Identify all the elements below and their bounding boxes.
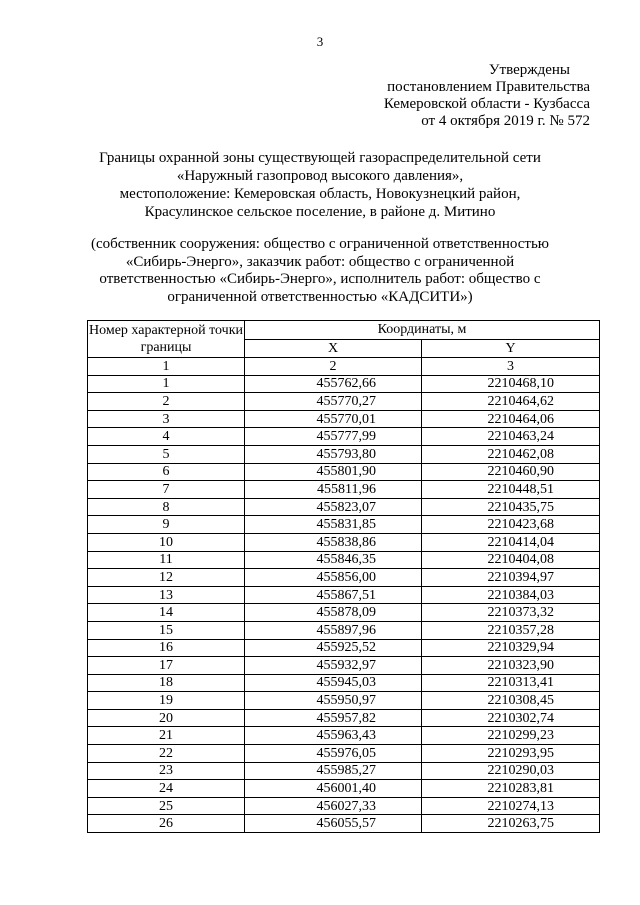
header-y: Y: [422, 339, 600, 358]
y-coordinate-cell: 2210323,90: [422, 657, 600, 675]
x-coordinate-cell: 455932,97: [245, 657, 422, 675]
column-number: 3: [422, 358, 600, 376]
point-number-cell: 8: [88, 498, 245, 516]
table-row: [88, 780, 600, 798]
table-row: [88, 709, 600, 727]
approval-line: постановлением Правительства: [387, 79, 590, 95]
table-row: [88, 428, 600, 446]
table-row: [88, 393, 600, 411]
y-coordinate-cell: 2210468,10: [422, 375, 600, 393]
x-coordinate-cell: 455867,51: [245, 586, 422, 604]
table-row: [88, 657, 600, 675]
y-coordinate-cell: 2210448,51: [422, 481, 600, 499]
y-coordinate-cell: 2210293,95: [422, 745, 600, 763]
y-coordinate-cell: 2210464,62: [422, 393, 600, 411]
point-number-cell: 23: [88, 762, 245, 780]
table-row: [88, 445, 600, 463]
point-number-cell: 25: [88, 797, 245, 815]
point-number-cell: 16: [88, 639, 245, 657]
point-number-cell: 3: [88, 410, 245, 428]
point-number-cell: 4: [88, 428, 245, 446]
subtitle-line: «Сибирь-Энерго», заказчик работ: общество с ограниченной: [125, 253, 515, 270]
y-coordinate-cell: 2210308,45: [422, 692, 600, 710]
x-coordinate-cell: 455985,27: [245, 762, 422, 780]
column-number: 1: [88, 358, 245, 376]
y-coordinate-cell: 2210373,32: [422, 604, 600, 622]
x-coordinate-cell: 456027,33: [245, 797, 422, 815]
point-number-cell: 14: [88, 604, 245, 622]
x-coordinate-cell: 455925,52: [245, 639, 422, 657]
header-point-number: Номер характерной точки границы: [88, 321, 245, 358]
point-number-cell: 1: [88, 375, 245, 393]
table-row: [88, 604, 600, 622]
y-coordinate-cell: 2210462,08: [422, 445, 600, 463]
y-coordinate-cell: 2210263,75: [422, 815, 600, 833]
x-coordinate-cell: 455762,66: [245, 375, 422, 393]
table-row: [88, 533, 600, 551]
x-coordinate-cell: 455846,35: [245, 551, 422, 569]
approval-line: Утверждены: [488, 62, 570, 78]
y-coordinate-cell: 2210423,68: [422, 516, 600, 534]
point-number-cell: 22: [88, 745, 245, 763]
y-coordinate-cell: 2210414,04: [422, 533, 600, 551]
x-coordinate-cell: 455945,03: [245, 674, 422, 692]
table-row: [88, 797, 600, 815]
x-coordinate-cell: 455831,85: [245, 516, 422, 534]
table-row: [88, 745, 600, 763]
point-number-cell: 12: [88, 569, 245, 587]
title-line: «Наружный газопровод высокого давления»,: [176, 168, 464, 184]
point-number-cell: 20: [88, 709, 245, 727]
point-number-cell: 11: [88, 551, 245, 569]
y-coordinate-cell: 2210435,75: [422, 498, 600, 516]
y-coordinate-cell: 2210274,13: [422, 797, 600, 815]
y-coordinate-cell: 2210299,23: [422, 727, 600, 745]
y-coordinate-cell: 2210463,24: [422, 428, 600, 446]
x-coordinate-cell: 456055,57: [245, 815, 422, 833]
approval-block: [384, 62, 590, 130]
coordinates-table: [87, 320, 600, 833]
table-row: [88, 410, 600, 428]
point-number-cell: 21: [88, 727, 245, 745]
table-row: [88, 516, 600, 534]
header-x: X: [245, 339, 422, 358]
point-number-cell: 5: [88, 445, 245, 463]
point-number-cell: 10: [88, 533, 245, 551]
x-coordinate-cell: 455793,80: [245, 445, 422, 463]
x-coordinate-cell: 455770,27: [245, 393, 422, 411]
table-row: [88, 727, 600, 745]
point-number-cell: 13: [88, 586, 245, 604]
table-row: [88, 375, 600, 393]
y-coordinate-cell: 2210404,08: [422, 551, 600, 569]
page-number: 3: [316, 34, 324, 49]
point-number-cell: 26: [88, 815, 245, 833]
y-coordinate-cell: 2210460,90: [422, 463, 600, 481]
x-coordinate-cell: 455838,86: [245, 533, 422, 551]
x-coordinate-cell: 456001,40: [245, 780, 422, 798]
y-coordinate-cell: 2210329,94: [422, 639, 600, 657]
point-number-cell: 9: [88, 516, 245, 534]
document-title: [60, 149, 580, 221]
point-number-cell: 2: [88, 393, 245, 411]
point-number-cell: 6: [88, 463, 245, 481]
header-coordinates: Координаты, м: [245, 321, 600, 340]
point-number-cell: 19: [88, 692, 245, 710]
point-number-cell: 18: [88, 674, 245, 692]
y-coordinate-cell: 2210290,03: [422, 762, 600, 780]
table-row: [88, 586, 600, 604]
y-coordinate-cell: 2210384,03: [422, 586, 600, 604]
x-coordinate-cell: 455856,00: [245, 569, 422, 587]
subtitle-line: ответственностью «Сибирь-Энерго», исполнитель работ: общество с: [99, 271, 541, 287]
x-coordinate-cell: 455777,99: [245, 428, 422, 446]
approval-line: от 4 октября 2019 г. № 572: [421, 113, 590, 129]
x-coordinate-cell: 455897,96: [245, 621, 422, 639]
approval-line: Кемеровской области - Кузбасса: [383, 96, 590, 112]
y-coordinate-cell: 2210394,97: [422, 569, 600, 587]
point-number-cell: 24: [88, 780, 245, 798]
x-coordinate-cell: 455950,97: [245, 692, 422, 710]
y-coordinate-cell: 2210464,06: [422, 410, 600, 428]
x-coordinate-cell: 455957,82: [245, 709, 422, 727]
table-row: [88, 481, 600, 499]
column-number: 2: [245, 358, 422, 376]
title-line: Красулинское сельское поселение, в районе д. Митино: [144, 204, 496, 220]
point-number-cell: 17: [88, 657, 245, 675]
x-coordinate-cell: 455976,05: [245, 745, 422, 763]
table-row: [88, 621, 600, 639]
point-number-cell: 7: [88, 481, 245, 499]
table-row: [88, 762, 600, 780]
subtitle-line: ограниченной ответственностью «КАДСИТИ»): [167, 288, 473, 305]
x-coordinate-cell: 455811,96: [245, 481, 422, 499]
y-coordinate-cell: 2210357,28: [422, 621, 600, 639]
table-row: [88, 815, 600, 833]
column-number-row: [88, 358, 600, 376]
subtitle-line: (собственник сооружения: общество с ограниченной ответственностью: [91, 236, 549, 252]
table-row: [88, 569, 600, 587]
title-line: местоположение: Кемеровская область, Новокузнецкий район,: [119, 186, 521, 202]
point-number-cell: 15: [88, 621, 245, 639]
y-coordinate-cell: 2210302,74: [422, 709, 600, 727]
x-coordinate-cell: 455770,01: [245, 410, 422, 428]
table-header-row: [88, 321, 600, 340]
x-coordinate-cell: 455823,07: [245, 498, 422, 516]
x-coordinate-cell: 455801,90: [245, 463, 422, 481]
y-coordinate-cell: 2210283,81: [422, 780, 600, 798]
x-coordinate-cell: 455963,43: [245, 727, 422, 745]
x-coordinate-cell: 455878,09: [245, 604, 422, 622]
table-row: [88, 692, 600, 710]
table-row: [88, 498, 600, 516]
table-row: [88, 639, 600, 657]
document-subtitle: [60, 236, 580, 306]
table-row: [88, 463, 600, 481]
y-coordinate-cell: 2210313,41: [422, 674, 600, 692]
title-line: Границы охранной зоны существующей газораспределительной сети: [99, 150, 541, 166]
table-row: [88, 674, 600, 692]
table-row: [88, 551, 600, 569]
